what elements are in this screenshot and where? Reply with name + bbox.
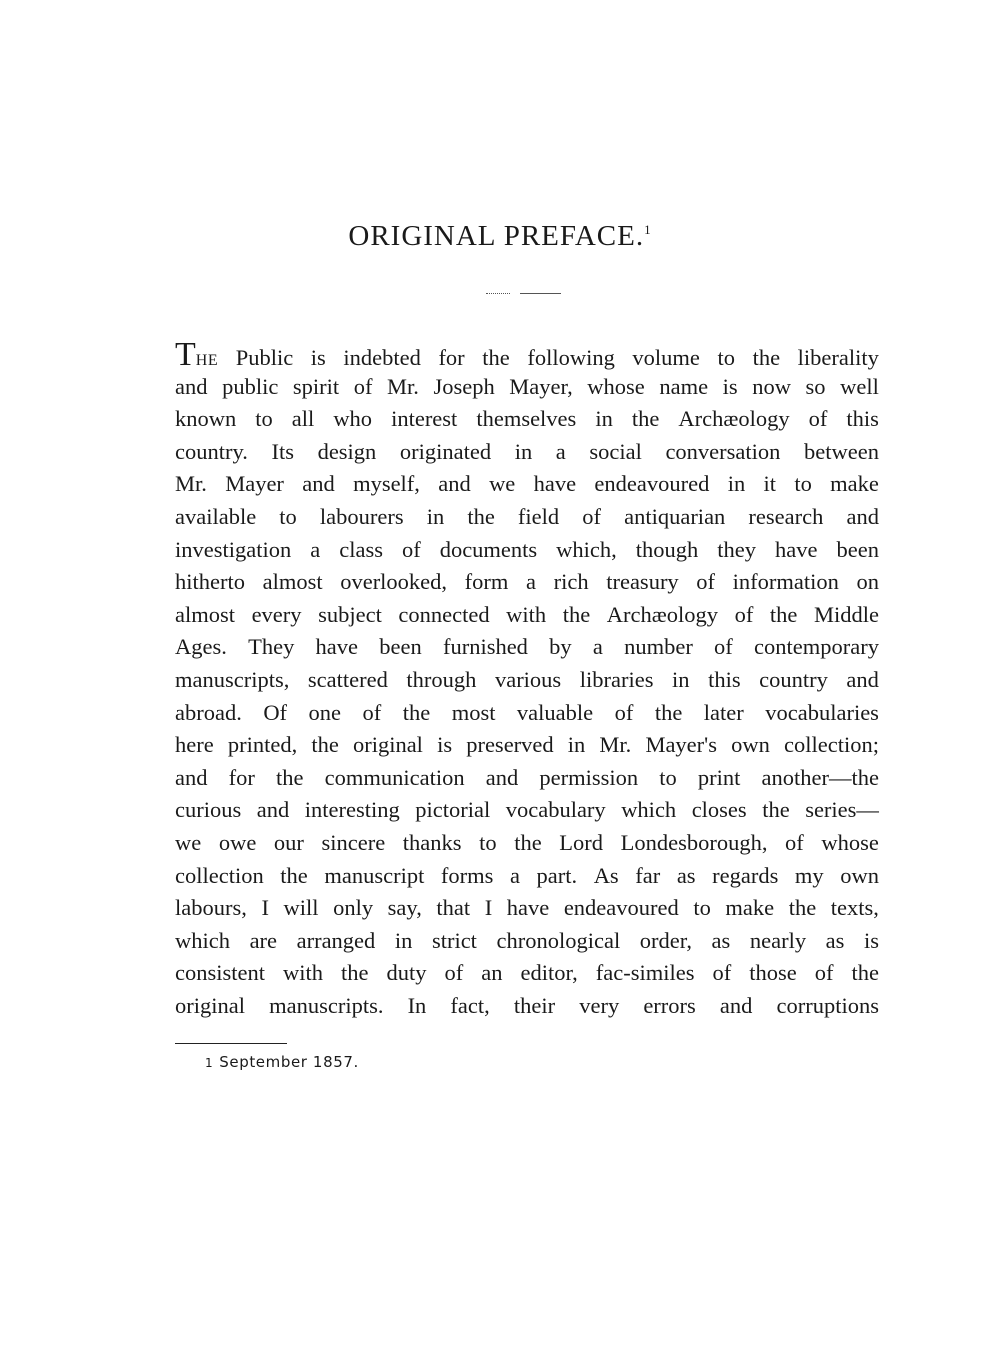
text-line	[175, 794, 879, 827]
word: a	[592, 634, 603, 660]
word: so	[805, 373, 826, 399]
text-line	[175, 697, 879, 730]
word: form	[464, 569, 509, 595]
word: all	[291, 406, 315, 432]
page-title-text: ORIGINAL PREFACE.	[348, 220, 645, 252]
word: and	[719, 992, 753, 1018]
word: and	[438, 471, 471, 497]
text-line	[175, 762, 879, 795]
word: curious	[175, 797, 242, 823]
word: have	[315, 634, 359, 660]
word: the	[280, 862, 308, 888]
word: in	[394, 927, 413, 953]
word: of	[582, 503, 601, 529]
word: abroad.	[175, 699, 242, 725]
word: vocabularies	[765, 699, 879, 725]
word: by	[549, 634, 572, 660]
word: far	[635, 862, 661, 888]
preface-paragraph	[175, 338, 879, 1022]
word: of	[362, 699, 382, 725]
word: on	[856, 569, 879, 595]
word: name	[659, 373, 709, 399]
word: treasury	[606, 569, 679, 595]
word: and	[846, 666, 879, 692]
footnote-rule	[175, 1043, 287, 1044]
word: design	[317, 438, 377, 464]
word: antiquarian	[624, 503, 726, 529]
dropcap-letter: T	[175, 336, 196, 373]
word: the	[311, 732, 339, 758]
text-line	[175, 436, 879, 469]
word: for	[438, 345, 465, 370]
word: the	[402, 699, 431, 725]
word: most	[451, 699, 496, 725]
word: the	[341, 960, 369, 986]
word: conversation	[665, 438, 781, 464]
word: original	[352, 732, 423, 758]
word: whose	[587, 373, 645, 399]
word: valuable	[516, 699, 594, 725]
word: an	[481, 960, 503, 986]
word: vocabulary	[505, 797, 606, 823]
word: hitherto	[175, 569, 245, 595]
word: preserved	[466, 732, 554, 758]
word: this	[846, 406, 879, 432]
word: our	[273, 829, 304, 855]
word: spirit	[292, 373, 340, 399]
word: have	[775, 536, 818, 562]
text-line	[175, 403, 879, 436]
word: who	[333, 406, 373, 432]
word: Mr.	[599, 732, 632, 758]
word: connected	[398, 601, 490, 627]
word: Mayer,	[509, 373, 573, 399]
word: whose	[821, 829, 879, 855]
word: say,	[387, 895, 422, 921]
word: through	[406, 666, 477, 692]
word: with	[283, 960, 324, 986]
word: forms	[440, 862, 494, 888]
word: country.	[175, 438, 248, 464]
word: is	[310, 345, 326, 370]
word: manuscripts,	[175, 666, 290, 692]
word: is	[722, 373, 738, 399]
word: volume	[632, 345, 700, 370]
word: of	[401, 536, 421, 562]
word: corruptions	[776, 992, 879, 1018]
word: a	[310, 536, 321, 562]
word: almost	[175, 601, 235, 627]
word: labours,	[175, 895, 247, 921]
word: that	[436, 895, 471, 921]
word: in	[426, 503, 445, 529]
word: the	[276, 764, 304, 790]
word: as	[825, 927, 845, 953]
word: in	[514, 438, 533, 464]
word: as	[676, 862, 696, 888]
word: liberality	[797, 345, 879, 370]
word: Of	[263, 699, 288, 725]
word: owe	[218, 829, 257, 855]
word: the	[851, 960, 879, 986]
word: and	[175, 373, 208, 399]
word: closes	[691, 797, 747, 823]
word: one	[308, 699, 342, 725]
word: known	[175, 406, 237, 432]
word: the	[769, 601, 798, 627]
word: have	[506, 895, 550, 921]
word: errors	[643, 992, 696, 1018]
word: will	[283, 895, 319, 921]
word: make	[830, 471, 879, 497]
word: own	[731, 732, 770, 758]
word: the	[762, 797, 790, 823]
word: to	[693, 895, 711, 921]
word: this	[708, 666, 741, 692]
word: Londesborough,	[620, 829, 768, 855]
text-line	[175, 860, 879, 893]
word: to	[479, 829, 497, 855]
word: various	[494, 666, 562, 692]
text-line	[175, 501, 879, 534]
word: only	[333, 895, 374, 921]
footnote-marker: 1	[205, 1056, 214, 1070]
ornament-rule	[486, 293, 561, 295]
word: labourers	[319, 503, 404, 529]
word: Lord	[559, 829, 604, 855]
word: series—	[805, 797, 879, 823]
word: scattered	[307, 666, 388, 692]
word: of	[614, 699, 634, 725]
word: research	[748, 503, 824, 529]
word: nearly	[749, 927, 807, 953]
word: overlooked,	[340, 569, 448, 595]
text-line	[175, 371, 879, 404]
word: a	[526, 569, 537, 595]
word: pictorial	[415, 797, 491, 823]
word: collection	[175, 862, 264, 888]
word: to	[255, 406, 273, 432]
word: own	[840, 862, 879, 888]
text-line	[175, 664, 879, 697]
text-line	[175, 892, 879, 925]
word: Ages.	[175, 634, 227, 660]
word: sincere	[321, 829, 386, 855]
word: of	[734, 601, 754, 627]
word: is	[863, 927, 879, 953]
word: following	[527, 345, 615, 370]
word: between	[803, 438, 879, 464]
word: number	[624, 634, 693, 660]
word: as	[711, 927, 731, 953]
word: libraries	[579, 666, 654, 692]
footnote	[205, 1053, 359, 1071]
word: in	[672, 666, 690, 692]
word: indebted	[343, 345, 421, 370]
word: been	[379, 634, 422, 660]
ornament-dots	[486, 293, 510, 295]
word: public	[222, 373, 279, 399]
text-line	[175, 827, 879, 860]
word: field	[517, 503, 560, 529]
word: strict	[431, 927, 477, 953]
word: and	[302, 471, 335, 497]
text-line	[175, 566, 879, 599]
word: the	[631, 406, 660, 432]
word: their	[513, 992, 556, 1018]
word: interest	[391, 406, 458, 432]
word: permission	[539, 764, 639, 790]
word: myself,	[353, 471, 420, 497]
word: Mr.	[387, 373, 419, 399]
word: Public	[235, 345, 294, 370]
word: the	[752, 345, 781, 370]
word: rich	[553, 569, 589, 595]
word: every	[251, 601, 302, 627]
word: I	[261, 895, 269, 921]
word: regards	[712, 862, 779, 888]
word: which	[175, 927, 230, 953]
word: duty	[386, 960, 427, 986]
word: subject	[318, 601, 382, 627]
word: with	[506, 601, 547, 627]
word: documents	[439, 536, 538, 562]
word: and	[175, 764, 208, 790]
word: As	[593, 862, 619, 888]
word: and	[256, 797, 290, 823]
word: of	[808, 406, 828, 432]
text-line	[175, 338, 879, 371]
word: manuscripts.	[269, 992, 384, 1018]
word: and	[485, 764, 519, 790]
word: a	[509, 862, 520, 888]
word: manuscript	[324, 862, 425, 888]
word: Its	[271, 438, 294, 464]
word: it	[763, 471, 777, 497]
word: information	[732, 569, 839, 595]
word: to	[659, 764, 677, 790]
word: furnished	[442, 634, 528, 660]
word: fact,	[450, 992, 490, 1018]
text-line	[175, 468, 879, 501]
word: originated	[399, 438, 492, 464]
word: themselves	[476, 406, 577, 432]
word: of	[696, 569, 716, 595]
word: to	[717, 345, 736, 370]
word: printed,	[227, 732, 298, 758]
dropcap-smallcaps: HE	[195, 352, 219, 369]
word: have	[533, 471, 577, 497]
word: Middle	[813, 601, 879, 627]
word: Archæology	[606, 601, 719, 627]
word: interesting	[304, 797, 400, 823]
word: make	[725, 895, 775, 921]
word: my	[794, 862, 824, 888]
word: of	[785, 829, 804, 855]
text-line	[175, 957, 879, 990]
word: the	[482, 345, 510, 370]
word: well	[840, 373, 879, 399]
word: Joseph	[433, 373, 495, 399]
word: the	[654, 699, 683, 725]
word: in	[595, 406, 613, 432]
word: the	[562, 601, 591, 627]
word: in	[567, 732, 586, 758]
word: here	[175, 732, 214, 758]
word: arranged	[296, 927, 376, 953]
word: investigation	[175, 536, 292, 562]
word: original	[175, 992, 245, 1018]
word: the	[788, 895, 817, 921]
word: Archæology	[678, 406, 790, 432]
word: which	[621, 797, 677, 823]
word: I	[484, 895, 493, 921]
word: we	[489, 471, 516, 497]
word: part.	[536, 862, 578, 888]
page-title	[0, 220, 1000, 253]
word: available	[175, 503, 257, 529]
word: contemporary	[754, 634, 879, 660]
word: country	[759, 666, 828, 692]
word: In	[407, 992, 427, 1018]
word: Mayer	[225, 471, 284, 497]
word: Mayer's	[645, 732, 717, 758]
word: though	[635, 536, 699, 562]
text-line	[175, 729, 879, 762]
word: editor,	[520, 960, 578, 986]
word: another—the	[761, 764, 879, 790]
ornament-line	[520, 293, 561, 294]
word: Mr.	[175, 471, 207, 497]
word: we	[175, 829, 202, 855]
word: a	[555, 438, 566, 464]
word: social	[589, 438, 642, 464]
word: the	[467, 503, 495, 529]
word: later	[703, 699, 744, 725]
word: and	[846, 503, 879, 529]
word: for	[228, 764, 255, 790]
word: to	[279, 503, 297, 529]
word: of	[444, 960, 464, 986]
word: print	[697, 764, 741, 790]
word: chronological	[496, 927, 621, 953]
word: endeavoured	[594, 471, 710, 497]
text-line	[175, 534, 879, 567]
word: of	[814, 960, 834, 986]
word: now	[752, 373, 791, 399]
text-line	[175, 599, 879, 632]
word: of	[712, 960, 732, 986]
text-line	[175, 631, 879, 664]
word: are	[249, 927, 278, 953]
word: fac-similes	[595, 960, 695, 986]
word: to	[794, 471, 812, 497]
word: class	[339, 536, 383, 562]
word: the	[514, 829, 542, 855]
word: those	[749, 960, 797, 986]
word: of	[714, 634, 733, 660]
word: consistent	[175, 960, 265, 986]
word: thanks	[402, 829, 462, 855]
word: they	[717, 536, 757, 562]
word: collection;	[783, 732, 879, 758]
word: is	[437, 732, 453, 758]
word: of	[353, 373, 373, 399]
word: communication	[324, 764, 465, 790]
word: endeavoured	[563, 895, 679, 921]
word: almost	[262, 569, 323, 595]
footnote-reference: 1	[644, 222, 652, 237]
word: been	[836, 536, 879, 562]
word: in	[727, 471, 746, 497]
text-line	[175, 990, 879, 1023]
word: very	[579, 992, 620, 1018]
word: They	[248, 634, 295, 660]
word: which,	[556, 536, 617, 562]
word: texts,	[830, 895, 879, 921]
word: order,	[639, 927, 692, 953]
text-line	[175, 925, 879, 958]
footnote-text: September 1857.	[219, 1053, 359, 1071]
